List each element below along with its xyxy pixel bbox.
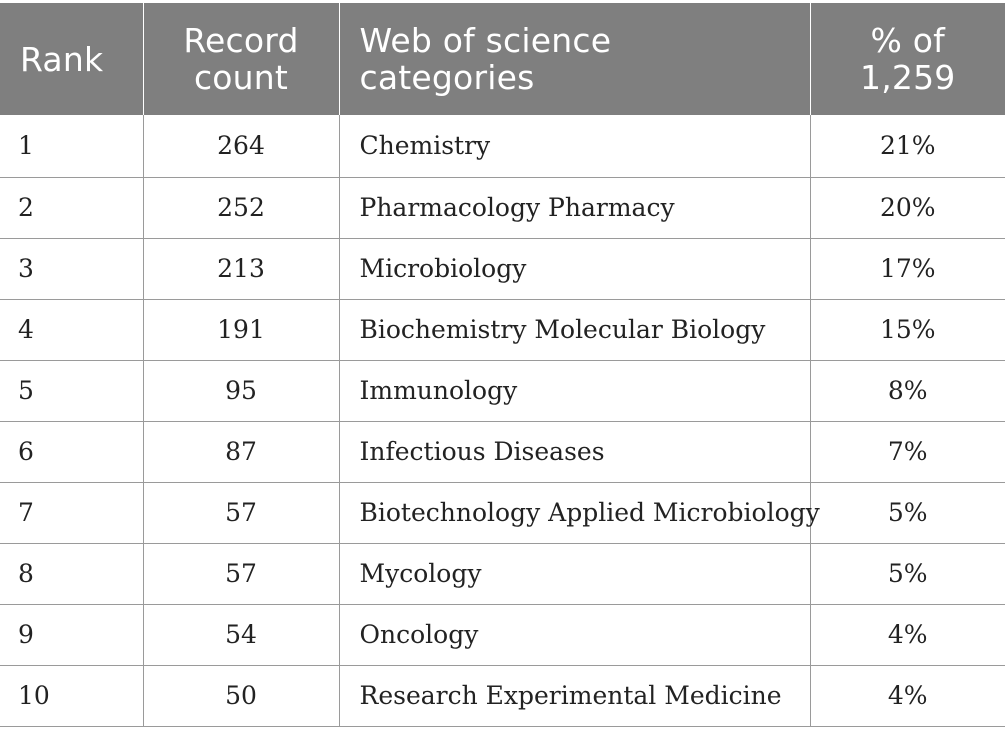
table-row	[0, 604, 1005, 665]
category-cell: Research Experimental Medicine	[339, 665, 810, 726]
rank-cell: 9	[0, 604, 143, 665]
table-row	[0, 482, 1005, 543]
record-count-cell: 57	[143, 543, 339, 604]
percent-cell: 8%	[810, 360, 1005, 421]
record-count-cell: 54	[143, 604, 339, 665]
category-cell: Mycology	[339, 543, 810, 604]
category-cell: Oncology	[339, 604, 810, 665]
record-count-cell: 95	[143, 360, 339, 421]
rank-cell: 2	[0, 177, 143, 238]
header-record-count: Record count	[143, 3, 339, 115]
percent-cell: 20%	[810, 177, 1005, 238]
record-count-cell: 191	[143, 299, 339, 360]
header-percent: % of 1,259	[810, 3, 1005, 115]
percent-cell: 21%	[810, 115, 1005, 177]
header-row	[0, 3, 1005, 115]
category-cell: Infectious Diseases	[339, 421, 810, 482]
category-cell: Microbiology	[339, 238, 810, 299]
category-cell: Biochemistry Molecular Biology	[339, 299, 810, 360]
percent-cell: 4%	[810, 665, 1005, 726]
table-header	[0, 3, 1005, 115]
category-cell: Biotechnology Applied Microbiology	[339, 482, 810, 543]
rank-cell: 8	[0, 543, 143, 604]
rank-cell: 4	[0, 299, 143, 360]
rank-cell: 10	[0, 665, 143, 726]
record-count-cell: 252	[143, 177, 339, 238]
rank-cell: 5	[0, 360, 143, 421]
header-categories: Web of science categories	[339, 3, 810, 115]
record-count-cell: 50	[143, 665, 339, 726]
percent-cell: 5%	[810, 482, 1005, 543]
table-row	[0, 665, 1005, 726]
rank-cell: 3	[0, 238, 143, 299]
table-row	[0, 299, 1005, 360]
record-count-cell: 213	[143, 238, 339, 299]
category-cell: Immunology	[339, 360, 810, 421]
table-row	[0, 177, 1005, 238]
category-cell: Pharmacology Pharmacy	[339, 177, 810, 238]
table-row	[0, 115, 1005, 177]
record-count-cell: 87	[143, 421, 339, 482]
table-row	[0, 360, 1005, 421]
table-row	[0, 238, 1005, 299]
record-count-cell: 264	[143, 115, 339, 177]
table-row	[0, 543, 1005, 604]
rank-cell: 1	[0, 115, 143, 177]
percent-cell: 17%	[810, 238, 1005, 299]
table-row	[0, 421, 1005, 482]
categories-table	[0, 3, 1005, 727]
header-rank: Rank	[0, 3, 143, 115]
percent-cell: 5%	[810, 543, 1005, 604]
percent-cell: 4%	[810, 604, 1005, 665]
rank-cell: 6	[0, 421, 143, 482]
table-body	[0, 115, 1005, 726]
category-cell: Chemistry	[339, 115, 810, 177]
percent-cell: 7%	[810, 421, 1005, 482]
rank-cell: 7	[0, 482, 143, 543]
record-count-cell: 57	[143, 482, 339, 543]
percent-cell: 15%	[810, 299, 1005, 360]
